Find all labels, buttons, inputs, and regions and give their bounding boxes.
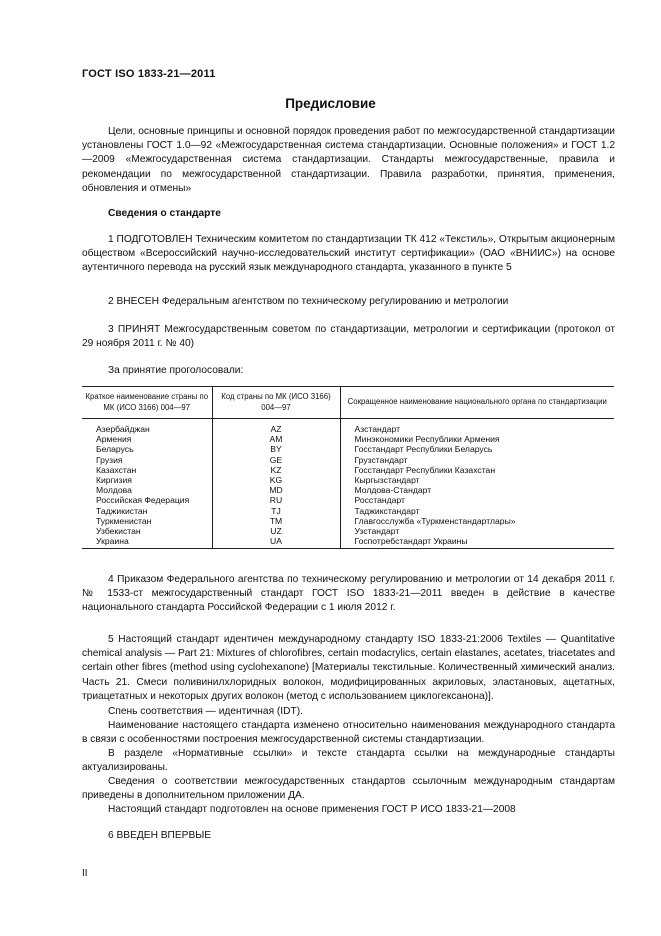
page-title: Предисловие (285, 96, 376, 111)
item-3-paragraph: 3 ПРИНЯТ Межгосударственным советом по стандартизации, метрологии и сертификации (протокол от 29 ноября 2011 г. № 40) (82, 324, 615, 350)
table-row: Азербайджан AZ Азстандарт (82, 419, 614, 435)
table-row: Российская Федерация RU Росстандарт (82, 495, 614, 505)
item-5-name-note: Наименование настоящего стандарта изменено относительно наименования международного стандарта в связи с особенностями построения межгосударственной системы стандартизации. (82, 720, 615, 746)
table-row: Казахстан KZ Госстандарт Республики Казахстан (82, 465, 614, 475)
table-row: Киргизия KG Кыргызстандарт (82, 475, 614, 485)
table-row: Узбекистан UZ Узстандарт (82, 526, 614, 536)
item-5-degree: Спень соответствия — идентичная (IDT). (108, 706, 303, 717)
item-1-paragraph: 1 ПОДГОТОВЛЕН Техническим комитетом по стандартизации ТК 412 «Текстиль», Открытым акционерным обществом «Всероссийский научно-исследовательский институт сертификации» (ОАО «ВНИИС») на основе аутентичного перевода на русский язык международного стандарта, указанного в пункте 5 (82, 234, 615, 274)
item-6-paragraph: 6 ВВЕДЕН ВПЕРВЫЕ (108, 830, 212, 841)
table-header-country: Краткое наименование страны по МК (ИСО 3166) 004—97 (82, 387, 212, 419)
table-row: Туркменистан TM Главгосслужба «Туркменстандартлары» (82, 516, 614, 526)
intro-paragraph: Цели, основные принципы и основной порядок проведения работ по межгосударственной стандартизации установлены ГОСТ 1.0—92 «Межгосударственная система стандартизации. Основные положения» и ГОСТ 1.2—2009 «Межгосударственная система стандартизации. Стандарты межгосударственные, правила и рекомендации по межгосударственной стандартизации. Правила разработки, принятия, применения, обновления и отмены» (82, 126, 615, 194)
table-header-row (82, 387, 614, 419)
table-row: Украина UA Госпотребстандарт Украины (82, 536, 614, 549)
table-row: Молдова MD Молдова-Стандарт (82, 485, 614, 495)
item-5-paragraph: 5 Настоящий стандарт идентичен международному стандарту ISO 1833-21:2006 Textiles — Quantitative chemical analysis — Part 21: Mixtures of chlorofibres, certain modacrylics, certain elastanes, acetates, triacetates and certain other fibres (method using cyclohexanone) [Материалы текстильные. Количественный химический анализ. Часть 21. Смеси поливинилхлоридных волокон, модифицированных акриловых, эластановых, ацетатных, триацетатных и некоторых других волокон (метод с использованием циклогексанона)]. (82, 634, 615, 702)
table-row: Армения AM Минэкономики Республики Армения (82, 434, 614, 444)
table-row: Грузия GE Грузстандарт (82, 455, 614, 465)
table-header-code: Код страны по МК (ИСО 3166) 004—97 (212, 387, 340, 419)
page-number: II (82, 868, 88, 879)
item-4-paragraph: 4 Приказом Федерального агентства по техническому регулированию и метрологии от 14 декабря 2011 г. № 1533-ст межгосударственный стандарт ГОСТ ISO 1833-21—2011 введен в действие в качестве национального стандарта Российской Федерации с 1 июля 2012 г. (82, 574, 615, 614)
voted-label: За принятие проголосовали: (108, 365, 244, 376)
info-heading: Сведения о стандарте (108, 208, 221, 219)
item-5-annex-note: Сведения о соответствии межгосударственных стандартов ссылочным международным стандартам приведены в дополнительном приложении ДА. (82, 776, 615, 802)
document-header: ГОСТ ISO 1833-21—2011 (82, 68, 216, 80)
table-header-body: Сокращенное наименование национального органа по стандартизации (340, 387, 614, 419)
voting-table (82, 386, 614, 549)
item-2-paragraph: 2 ВНЕСЕН Федеральным агентством по техническому регулированию и метрологии (108, 296, 509, 307)
table-row: Беларусь BY Госстандарт Республики Беларусь (82, 444, 614, 454)
item-5-refs-note: В разделе «Нормативные ссылки» и тексте стандарта ссылки на международные стандарты актуализированы. (82, 748, 615, 774)
table-row: Таджикистан TJ Таджикстандарт (82, 506, 614, 516)
item-5-basis-note: Настоящий стандарт подготовлен на основе применения ГОСТ Р ИСО 1833-21—2008 (108, 804, 516, 815)
